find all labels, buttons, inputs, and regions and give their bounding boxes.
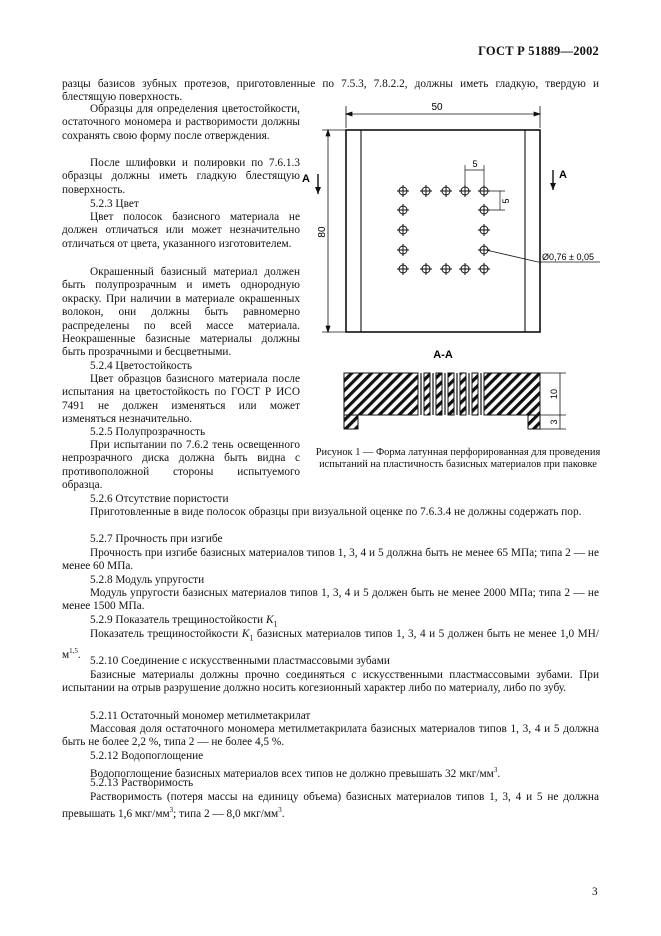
- paragraph-colorfastness: Цвет образцов базисного материала после испытания на цветостойкость по ГОСТ Р ИСО 7491 не должен изменяться или может изменяться незначительно.: [62, 373, 300, 426]
- heading-5-2-7: 5.2.7 Прочность при изгибе: [90, 533, 223, 545]
- hole: [478, 224, 490, 236]
- paragraph-bonding: Базисные материалы должны прочно соединяться с искусственными пластмассовыми зубами. При испытании на отрыв разрушение должно носить когезионный характер либо по материалу, либо по зубу.: [62, 669, 599, 695]
- hole: [478, 204, 490, 216]
- hole: [459, 185, 471, 197]
- section-view: [344, 373, 540, 429]
- paragraph-flexural-strength: Прочность при изгибе базисных материалов типов 1, 3, 4 и 5 должна быть не менее 65 МПа; типа 2 — не менее 60 МПа.: [62, 547, 599, 573]
- hole: [397, 244, 409, 256]
- width-dimension: [346, 106, 540, 128]
- page-number: 3: [592, 886, 598, 898]
- heading-5-2-6: 5.2.6 Отсутствие пористости: [90, 493, 229, 505]
- heading-5-2-13: 5.2.13 Растворимость: [90, 777, 194, 789]
- pitch-dimension-horizontal-label: 5: [472, 159, 478, 169]
- section-marker-left: [315, 174, 321, 194]
- figure-caption: Рисунок 1 — Форма латунная перфорированная для проведения испытаний на пластичность базисных материалов при паковке: [315, 447, 601, 471]
- hole: [397, 263, 409, 275]
- section-marker-right-label: A: [559, 169, 567, 181]
- document-header: ГОСТ Р 51889—2002: [478, 44, 599, 58]
- perforation-holes: [397, 185, 490, 275]
- thickness-total-label: 10: [549, 388, 559, 400]
- section-title: А-А: [433, 349, 453, 361]
- heading-5-2-10: 5.2.10 Соединение с искусственными пластмассовыми зубами: [90, 655, 390, 667]
- paragraph-continuation: разцы базисов зубных протезов, приготовленные по 7.5.3, 7.8.2.2, должны иметь гладкую, твердую и блестящую поверхность.: [62, 78, 599, 104]
- heading-5-2-12: 5.2.12 Водопоглощение: [90, 750, 204, 762]
- heading-5-2-8: 5.2.8 Модуль упругости: [90, 574, 205, 586]
- paragraph-color: Цвет полосок базисного материала не должен отличаться или может незначительно отличаться от цвета, указанного изготовителем.: [62, 211, 300, 250]
- paragraph-modulus: Модуль упругости базисных материалов типов 1, 3, 4 и 5 должен быть не менее 2000 МПа; типа 2 — не менее 1500 МПа.: [62, 587, 599, 613]
- paragraph-colored-material: Окрашенный базисный материал должен быть полупрозрачным и иметь однородную окраску. При наличии в материале окрашенных волокон, они должны быть равномерно распределены по всей массе материала. Неокрашенные базисные материалы должны быть прозрачными и бесцветными.: [62, 266, 300, 359]
- hole: [420, 185, 432, 197]
- height-dimension-label: 80: [317, 226, 328, 238]
- thickness-base-label: 3: [549, 419, 559, 425]
- pitch-dimension-vertical-label: 5: [501, 198, 511, 204]
- heading-5-2-9: 5.2.9 Показатель трещиностойкости $K_1$: [90, 614, 278, 629]
- hole: [440, 185, 452, 197]
- section-marker-left-label: A: [302, 173, 310, 185]
- heading-5-2-11: 5.2.11 Остаточный мономер метилметакрилат: [90, 710, 311, 722]
- hole: [478, 185, 490, 197]
- paragraph-monomer: Массовая доля остаточного мономера метилметакрилата базисных материалов типов 1, 3, 4 и 5 должна быть не более 2,2 %, типа 2 — не более 4,5 %.: [62, 723, 599, 749]
- hole: [420, 263, 432, 275]
- heading-5-2-5: 5.2.5 Полупрозрачность: [90, 426, 206, 438]
- hole-diameter-label: Ø0,76 ± 0,05: [542, 252, 594, 262]
- hole: [478, 263, 490, 275]
- hole: [440, 263, 452, 275]
- hole: [459, 263, 471, 275]
- section-marker-right: [550, 170, 556, 190]
- paragraph-translucency: При испытании по 7.6.2 тень освещенного непрозрачного диска должна быть видна с противоположной стороны испытуемого образца.: [62, 439, 300, 492]
- heading-5-2-4: 5.2.4 Цветостойкость: [90, 360, 193, 372]
- heading-5-2-3: 5.2.3 Цвет: [90, 198, 139, 210]
- width-dimension-label: 50: [431, 102, 443, 113]
- paragraph-fracture-toughness: Показатель трещиностойкости $K_1$ базисных материалов типов 1, 3, 4 и 5 должен быть не менее 1,0 $МН/м^{1,5}$.: [62, 628, 599, 661]
- paragraph-solubility: Растворимость (потеря массы на единицу объема) базисных материалов типов 1, 3, 4 и 5 не должна превышать 1,6 мкг/$мм^3$; типа 2 — 8,0 мкг/$мм^3$.: [62, 791, 599, 821]
- paragraph-polish: После шлифовки и полировки по 7.6.1.3 образцы должны иметь гладкую блестящую поверхность.: [62, 157, 300, 196]
- plate-plan-view: [346, 130, 540, 332]
- hole: [397, 185, 409, 197]
- hole: [397, 224, 409, 236]
- hole: [397, 204, 409, 216]
- paragraph-porosity: Приготовленные в виде полосок образцы при визуальной оценке по 7.6.3.4 не должны содержать пор.: [90, 506, 582, 518]
- hole: [478, 244, 490, 256]
- paragraph-water-absorption: Водопоглощение базисных материалов всех типов не должно превышать 32 мкг/$мм^3$.: [90, 766, 501, 780]
- paragraph-shape: Образцы для определения цветостойкости, остаточного мономера и растворимости должны сохранять свою форму после отверждения.: [62, 103, 300, 142]
